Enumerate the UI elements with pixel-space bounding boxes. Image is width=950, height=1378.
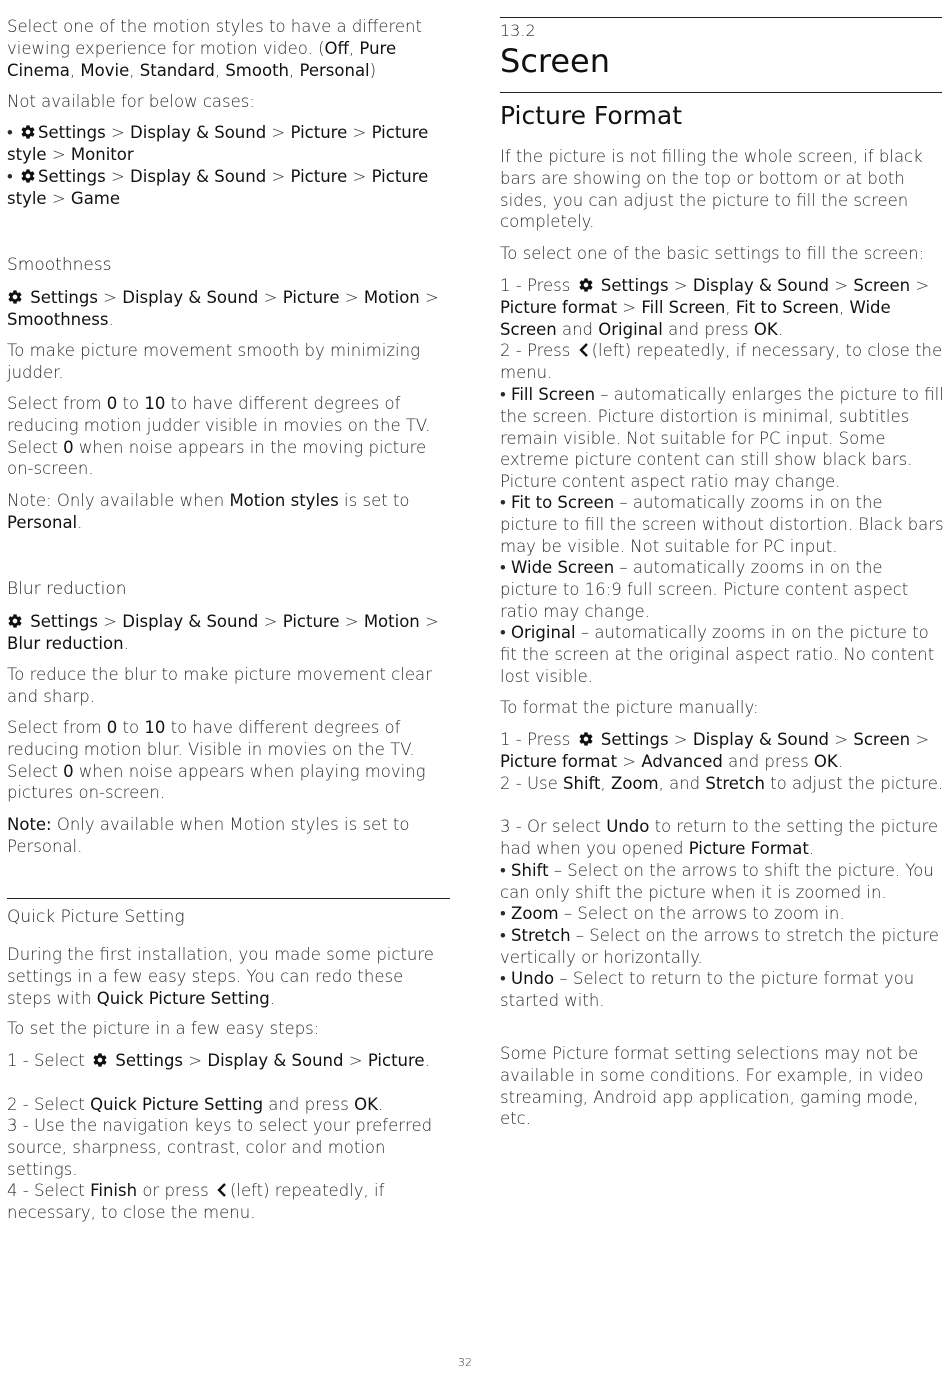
gear-icon (92, 1052, 108, 1068)
blur-reduction-heading: Blur reduction (7, 579, 127, 599)
basic-settings-lead: To select one of the basic settings to fill the screen: (500, 244, 925, 263)
manual-format-lead: To format the picture manually: (500, 698, 759, 717)
manual-step-2: 2 - Use Shift, Zoom, and Stretch to adjust the picture. (500, 774, 944, 793)
subsection-rule (500, 92, 942, 93)
bullet-shift: • Shift – Select on the arrows to shift the picture. You can only shift the picture when it is zoomed in. (500, 861, 934, 902)
smoothness-heading: Smoothness (7, 255, 112, 275)
case-monitor: • Settings > Display & Sound > Picture > Picture style > Monitor (7, 123, 429, 164)
bullet-fill-screen: • Fill Screen – automatically enlarges the picture to fill the screen. Picture distortion is minimal, subtitles remain visible. Not suitable for PC input. Some extreme picture content can still show black bars. Picture content aspect ratio may change. (500, 385, 944, 492)
gear-icon (20, 168, 36, 184)
quick-picture-setting-intro: During the first installation, you made some picture settings in a few easy steps. You can redo these steps with Quick Picture Setting. (7, 945, 434, 1008)
picture-format-intro: If the picture is not filling the whole screen, if black bars are showing on the top or bottom or at both sides, you can adjust the picture to fill the screen completely. (500, 147, 923, 232)
blur-reduction-description: To reduce the blur to make picture movement clear and sharp. (7, 665, 432, 706)
chevron-left-icon (578, 342, 590, 358)
gear-icon (7, 289, 23, 305)
qps-step-4: 4 - Select Finish or press (left) repeatedly, if necessary, to close the menu. (7, 1181, 385, 1222)
blur-reduction-note: Note: Only available when Motion styles is set to Personal. (7, 815, 410, 856)
smoothness-path: Settings > Display & Sound > Picture > Motion > Smoothness. (7, 288, 439, 329)
quick-picture-setting-heading: Quick Picture Setting (7, 907, 185, 927)
bullet-wide-screen: • Wide Screen – automatically zooms in on the picture to 16:9 full screen. Picture content aspect ratio may change. (500, 558, 909, 621)
section-number-rule (500, 17, 942, 18)
case-game: • Settings > Display & Sound > Picture > Picture style > Game (7, 167, 429, 208)
bullet-zoom: • Zoom – Select on the arrows to zoom in. (500, 904, 845, 923)
not-available-paragraph: Not available for below cases: (7, 92, 255, 111)
smoothness-range: Select from 0 to 10 to have different degrees of reducing motion judder visible in movies on the TV. Select 0 when noise appears in the moving picture on-screen. (7, 394, 431, 479)
bullet-original: • Original – automatically zooms in on the picture to fit the screen at the original aspect ratio. No content lost visible. (500, 623, 935, 686)
smoothness-description: To make picture movement smooth by minimizing judder. (7, 341, 420, 382)
section-title: Screen (500, 42, 611, 80)
motion-styles-paragraph: Select one of the motion styles to have a different viewing experience for motion video. (Off, Pure Cinema, Movie, Standard, Smooth, Personal) (7, 17, 422, 80)
section-number: 13.2 (500, 21, 536, 40)
qps-step-2: 2 - Select Quick Picture Setting and press OK. (7, 1095, 384, 1114)
availability-note: Some Picture format setting selections may not be available in some conditions. For example, in video streaming, Android app application, gaming mode, etc. (500, 1044, 924, 1129)
gear-icon (20, 124, 36, 140)
page-number: 32 (458, 1356, 472, 1369)
basic-step-1: 1 - Press Settings > Display & Sound > Screen > Picture format > Fill Screen, Fit to Screen, Wide Screen and Original and press OK. (500, 276, 930, 339)
quick-picture-setting-lead: To set the picture in a few easy steps: (7, 1019, 320, 1038)
gear-icon (578, 277, 594, 293)
basic-step-2: 2 - Press (left) repeatedly, if necessary, to close the menu. (500, 341, 943, 382)
subsection-title: Picture Format (500, 101, 683, 130)
gear-icon (578, 731, 594, 747)
blur-reduction-range: Select from 0 to 10 to have different degrees of reducing motion blur. Visible in movies on the TV. Select 0 when noise appears when playing moving pictures on-screen. (7, 718, 426, 803)
bullet-undo: • Undo – Select to return to the picture format you started with. (500, 969, 915, 1010)
smoothness-note: Note: Only available when Motion styles is set to Personal. (7, 491, 410, 532)
manual-step-3: 3 - Or select Undo to return to the setting the picture had when you opened Picture Format. (500, 817, 939, 858)
qps-step-1: 1 - Select Settings > Display & Sound > Picture. (7, 1051, 430, 1070)
qps-step-3: 3 - Use the navigation keys to select your preferred source, sharpness, contrast, color and motion settings. (7, 1116, 433, 1179)
manual-step-1: 1 - Press Settings > Display & Sound > Screen > Picture format > Advanced and press OK. (500, 730, 930, 771)
bullet-stretch: • Stretch – Select on the arrows to stretch the picture vertically or horizontally. (500, 926, 939, 967)
section-divider (7, 898, 450, 899)
chevron-left-icon (216, 1182, 228, 1198)
bullet-fit-to-screen: • Fit to Screen – automatically zooms in on the picture to fill the screen without distortion. Black bars may be visible. Not suitable for PC input. (500, 493, 944, 556)
blur-reduction-path: Settings > Display & Sound > Picture > Motion > Blur reduction. (7, 612, 439, 653)
gear-icon (7, 613, 23, 629)
